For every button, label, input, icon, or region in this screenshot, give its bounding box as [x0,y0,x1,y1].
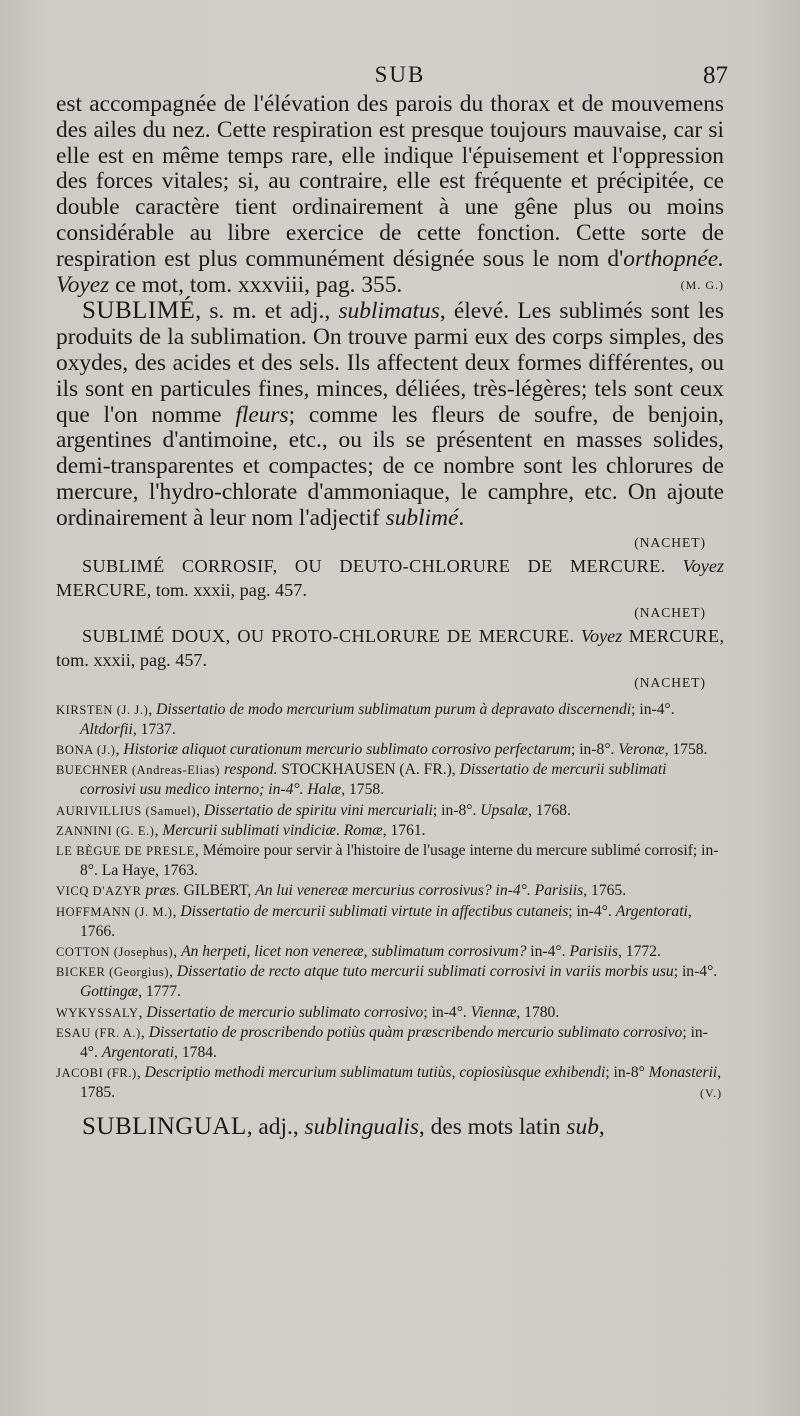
entry-sublingual: SUBLINGUAL, adj., sublingualis, des mots latin sub, [82,1112,605,1140]
bibliography-item: BUECHNER (Andreas-Elias) respond. STOCKHAUSEN (A. FR.), Dissertatio de mercurii sublimati corrosivi usu medico interno; in-4°. Halæ, 1758. [56,761,667,799]
bibliography-item: ZANNINI (G. E.), Mercurii sublimati vindiciæ. Romæ, 1761. [56,821,426,839]
entry-signature: (NACHET) [634,604,706,620]
entry-heading: SUBLIMÉ CORROSIF, OU DEUTO-CHLORURE DE MERCURE. [82,555,666,576]
entry-heading: SUBLIMÉ DOUX, OU PROTO-CHLORURE DE MERCURE. [82,625,575,646]
running-header [0,62,800,94]
bibliography-item: AURIVILLIUS (Samuel), Dissertatio de spiritu vini mercuriali; in-8°. Upsalæ, 1768. [56,801,571,819]
entry-signature: (NACHET) [634,534,706,550]
headword: SUBLIMÉ [82,297,196,325]
bibliography-item: KIRSTEN (J. J.), Dissertatio de modo mercurium sublimatum purum à depravato discernendi; in-4°. Altdorfii, 1737. [56,700,675,738]
running-title: SUB [374,62,426,87]
bibliography-item: WYKYSSALY, Dissertatio de mercurio sublimato corrosivo; in-4°. Viennæ, 1780. [56,1003,560,1021]
bibliography-item: ESAU (FR. A.), Dissertatio de proscribendo potiùs quàm præscribendo mercurio sublimato corrosivo; in-4°. Argentorati, 1784. [56,1023,708,1061]
bibliography-item: HOFFMANN (J. M.), Dissertatio de mercurii sublimati virtute in affectibus cutaneis; in-4°. Argentorati, 1766. [56,902,692,940]
bibliography-item: LE BÈGUE DE PRESLE, Mémoire pour servir à l'histoire de l'usage interne du mercure sublimé corrosif; in-8°. La Haye, 1763. [56,841,719,880]
bibliography-item: BICKER (Georgius), Dissertatio de recto atque tuto mercurii sublimati corrosivi in variis morbis usu; in-4°. Gottingæ, 1777. [56,963,718,1001]
entry-sublime-corrosif: SUBLIMÉ CORROSIF, OU DEUTO-CHLORURE DE MERCURE. Voyez MERCURE, tom. xxxii, pag. 457. [56,555,724,600]
headword: SUBLINGUAL [82,1112,247,1140]
page-body [56,92,724,1140]
entry-sublime: SUBLIMÉ, s. m. et adj., sublimatus, élevé. Les sublimés sont les produits de la sublimation. On trouve parmi eux des corps simples, des oxydes, des acides et des sels. Ils affectent deux formes différentes, ou ils sont en particules fines, minces, déliées, très-légères; tels sont ceux que l'on nomme fleurs; comme les fleurs de soufre, de benjoin, argentines d'antimoine, etc., ou ils se présentent en masses solides, demi-transparentes et compactes; de ce nombre sont les chlorures de mercure, l'hydro-chlorate d'ammoniaque, le camphre, etc. On ajoute ordinairement à leur nom l'adjectif sublimé. [56,297,724,531]
author-initials: (M. G.) [680,277,724,292]
continued-paragraph: est accompagnée de l'élévation des parois du thorax et de mouvemens des ailes du nez. Cette respiration est presque toujours mauvaise, car si elle est en même temps rare, elle indique l'épuisement et l'oppression des forces vitales; si, au contraire, elle est fréquente et précipitée, ce double caractère tient ordinairement à une gêne plus ou moins considérable au libre exercice de cette fonction. Cette sorte de respiration est plus communément désignée sous le nom d'orthopnée. Voyez ce mot, tom. xxxviii, pag. 355. (M. G.) [56,91,724,298]
bibliography-item: VICQ D'AZYR præs. GILBERT, An lui venereæ mercurius corrosivus? in-4°. Parisiis, 1765. [56,882,627,900]
bibliography-item: JACOBI (FR.), Descriptio methodi mercurium sublimatum tutiùs, copiosiùsque exhibendi; in-8° Monasterii, 1785. (V.) [56,1064,723,1102]
entry-signature: (NACHET) [634,674,706,690]
bibliography-item: BONA (J.), Historiæ aliquot curationum mercurio sublimato corrosivo perfectarum; in-8°. Veronæ, 1758. [56,740,708,758]
page-number: 87 [703,62,728,89]
entry-sublime-doux: SUBLIMÉ DOUX, OU PROTO-CHLORURE DE MERCURE. Voyez MERCURE, tom. xxxii, pag. 457. [56,625,724,670]
bibliography-item: COTTON (Josephus), An herpeti, licet non venereæ, sublimatum corrosivum? in-4°. Parisiis, 1772. [56,942,661,960]
bibliography [56,700,724,1104]
